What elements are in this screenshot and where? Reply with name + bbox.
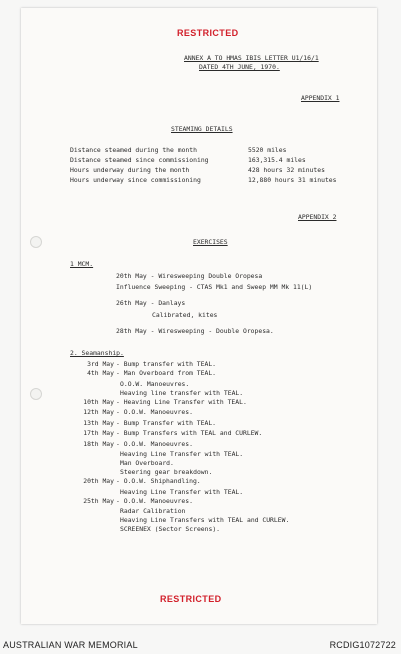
steaming-value: 12,880 hours 31 minutes bbox=[248, 176, 337, 184]
entry-text: Heaving Line Transfer with TEAL. bbox=[120, 487, 244, 496]
entry-date bbox=[66, 507, 114, 516]
seamanship-entry bbox=[66, 440, 289, 451]
entry-date: 18th May bbox=[83, 439, 114, 448]
entry-text: - Bump Transfer with TEAL. bbox=[116, 418, 217, 427]
entry-date: 13th May bbox=[83, 418, 114, 427]
annex-line-2: DATED 4TH JUNE, 1970. bbox=[199, 63, 280, 71]
appendix-1-label: APPENDIX 1 bbox=[301, 94, 340, 102]
seamanship-entry bbox=[66, 380, 289, 389]
steaming-value: 163,315.4 miles bbox=[248, 156, 306, 164]
seamanship-entry bbox=[66, 468, 289, 477]
seamanship-heading: 2. Seamanship. bbox=[70, 349, 124, 357]
annex-line-1: ANNEX A TO HMAS IBIS LETTER U1/16/1 bbox=[184, 54, 319, 62]
steaming-row bbox=[70, 146, 337, 156]
entry-text: O.O.W. Manoeuvres. bbox=[120, 379, 190, 388]
steaming-details-table bbox=[70, 146, 337, 186]
steaming-label: Distance steamed since commissioning bbox=[70, 156, 209, 164]
steaming-row bbox=[70, 176, 337, 186]
mcm-heading: 1 MCM. bbox=[70, 260, 94, 268]
entry-text: - O.O.W. Manoeuvres. bbox=[116, 408, 193, 416]
seamanship-entry bbox=[66, 419, 289, 430]
entry-text: SCREENEX (Sector Screens). bbox=[120, 525, 221, 533]
entry-date: 20th May bbox=[83, 477, 114, 485]
seamanship-entry bbox=[66, 369, 289, 380]
entry-date bbox=[66, 380, 114, 389]
punch-hole bbox=[30, 236, 42, 248]
entry-date: 25th May bbox=[83, 496, 114, 505]
entry-text: - O.O.W. Manoeuvres. bbox=[116, 496, 193, 505]
seamanship-entry bbox=[66, 516, 289, 525]
seamanship-entry bbox=[66, 497, 289, 508]
seamanship-entry bbox=[66, 398, 289, 409]
entry-text: - Bump Transfers with TEAL and CURLEW. bbox=[116, 429, 263, 437]
entry-text: Heaving Line Transfers with TEAL and CURLEW. bbox=[120, 516, 290, 524]
entry-text: - Bump transfer with TEAL. bbox=[116, 360, 217, 368]
seamanship-entry bbox=[66, 450, 289, 459]
steaming-label: Hours underway during the month bbox=[70, 166, 190, 174]
steaming-label: Distance steamed during the month bbox=[70, 146, 197, 154]
steaming-row bbox=[70, 166, 337, 176]
entry-date bbox=[66, 468, 114, 477]
seamanship-entry bbox=[66, 507, 289, 516]
steaming-details-heading: STEAMING DETAILS bbox=[171, 125, 233, 133]
entry-date: 12th May bbox=[83, 408, 114, 416]
seamanship-entry bbox=[66, 459, 289, 468]
entry-text: Steering gear breakdown. bbox=[120, 468, 213, 476]
seamanship-entry bbox=[66, 408, 289, 419]
entry-text: Man Overboard. bbox=[120, 459, 174, 467]
entry-text: - O.O.W. Manoeuvres. bbox=[116, 439, 193, 448]
exercises-heading: EXERCISES bbox=[193, 238, 228, 246]
restricted-stamp-bottom: RESTRICTED bbox=[160, 594, 222, 604]
entry-date bbox=[66, 459, 114, 468]
mcm-line: 28th May - Wiresweeping - Double Oropesa. bbox=[116, 327, 274, 335]
entry-text: Heaving line transfer with TEAL. bbox=[120, 388, 244, 397]
mcm-line: 26th May - Danlays bbox=[116, 299, 186, 307]
entry-date: 17th May bbox=[83, 429, 114, 437]
entry-text: - Heaving Line Transfer with TEAL. bbox=[116, 397, 247, 406]
seamanship-entry bbox=[66, 389, 289, 398]
entry-date: 4th May bbox=[87, 369, 114, 377]
seamanship-entry bbox=[66, 429, 289, 440]
footer-id: RCDIG1072722 bbox=[329, 640, 396, 650]
entry-date bbox=[66, 389, 114, 398]
seamanship-entry bbox=[66, 525, 289, 534]
steaming-value: 5520 miles bbox=[248, 146, 287, 154]
seamanship-list bbox=[66, 360, 289, 534]
entry-text: - O.O.W. Shiphandling. bbox=[116, 477, 201, 485]
steaming-value: 428 hours 32 minutes bbox=[248, 166, 325, 174]
entry-date bbox=[66, 525, 114, 534]
entry-text: Radar Calibration bbox=[120, 507, 186, 515]
mcm-line: 20th May - Wiresweeping Double Oropesa bbox=[116, 272, 263, 280]
seamanship-entry bbox=[66, 477, 289, 488]
entry-date bbox=[66, 450, 114, 459]
restricted-stamp-top: RESTRICTED bbox=[177, 28, 239, 38]
steaming-label: Hours underway since commissioning bbox=[70, 176, 201, 184]
entry-date: 3rd May bbox=[87, 360, 114, 368]
entry-text: - Man Overboard from TEAL. bbox=[116, 369, 217, 377]
punch-hole bbox=[30, 388, 42, 400]
seamanship-entry bbox=[66, 360, 289, 369]
mcm-line: Calibrated, kites bbox=[152, 311, 218, 319]
entry-text: Heaving Line Transfer with TEAL. bbox=[120, 450, 244, 458]
steaming-row bbox=[70, 156, 337, 166]
appendix-2-label: APPENDIX 2 bbox=[298, 213, 337, 221]
document-page bbox=[21, 8, 377, 624]
footer-source: AUSTRALIAN WAR MEMORIAL bbox=[3, 640, 138, 650]
seamanship-entry bbox=[66, 488, 289, 497]
mcm-line: Influence Sweeping - CTAS Mk1 and Sweep MM Mk 11(L) bbox=[116, 283, 313, 291]
entry-date: 10th May bbox=[83, 397, 114, 406]
entry-date bbox=[66, 488, 114, 497]
entry-date bbox=[66, 516, 114, 525]
